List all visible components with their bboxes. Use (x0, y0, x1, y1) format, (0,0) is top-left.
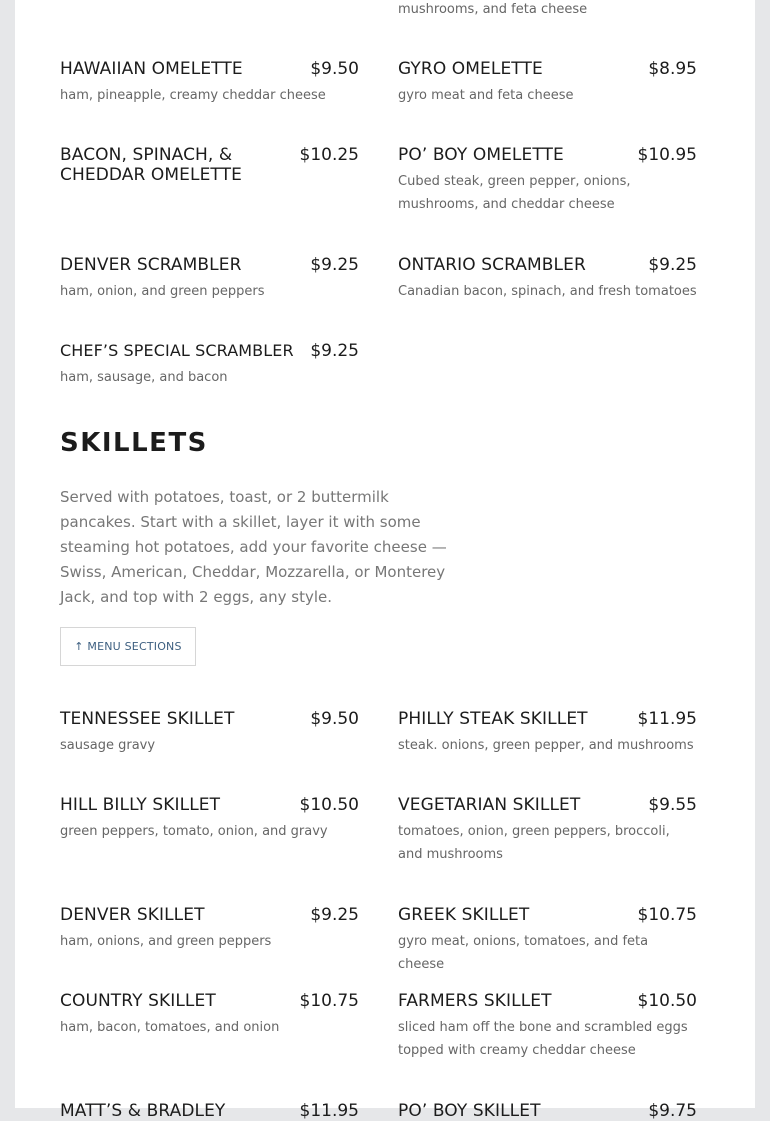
item-name: CHEF’S SPECIAL SCRAMBLER (60, 341, 294, 360)
item-price: $10.75 (637, 905, 697, 925)
item-price: $10.75 (299, 991, 359, 1011)
item-price: $10.50 (637, 991, 697, 1011)
menu-item-tennessee-skillet (60, 709, 359, 757)
item-name: PO’ BOY OMELETTE (398, 145, 564, 165)
item-price: $9.55 (648, 795, 697, 815)
menu-item-denver-skillet (60, 905, 359, 953)
item-description: ham, onions, and green peppers (60, 934, 272, 949)
item-price: $8.95 (648, 59, 697, 79)
item-name: ONTARIO SCRAMBLER (398, 255, 586, 275)
item-description: ham, sausage, and bacon (60, 370, 228, 385)
item-description: steak. onions, green pepper, and mushrooms (398, 738, 694, 753)
item-name: COUNTRY SKILLET (60, 991, 216, 1011)
item-name: DENVER SKILLET (60, 905, 205, 925)
item-description: ham, pineapple, creamy cheddar cheese (60, 88, 326, 103)
menu-item-country-skillet (60, 991, 359, 1039)
menu-item-ontario-scrambler (398, 255, 697, 303)
item-price: $9.25 (310, 255, 359, 275)
item-description: ham, bacon, tomatoes, and onion (60, 1020, 280, 1035)
item-name: VEGETARIAN SKILLET (398, 795, 581, 815)
menu-page (15, 0, 755, 1121)
menu-sections-button[interactable]: ↑ MENU SECTIONS (60, 627, 196, 666)
item-name: GYRO OMELETTE (398, 59, 543, 79)
item-price: $9.25 (310, 905, 359, 925)
item-name: HAWAIIAN OMELETTE (60, 59, 243, 79)
item-price: $10.50 (299, 795, 359, 815)
item-description: tomatoes, onion, green peppers, broccoli, and mushrooms (398, 824, 670, 862)
item-description: Canadian bacon, spinach, and fresh tomatoes (398, 284, 697, 299)
item-name: TENNESSEE SKILLET (60, 709, 235, 729)
section-title-skillets: SKILLETS (60, 428, 208, 458)
menu-item-hill-billy-skillet (60, 795, 359, 843)
item-price: $9.25 (648, 255, 697, 275)
menu-item-matts-bradley (60, 1101, 359, 1121)
item-price: $10.25 (299, 145, 359, 165)
menu-item-bacon-spinach-cheddar-omelette (60, 145, 359, 185)
section-intro: Served with potatoes, toast, or 2 buttermilk pancakes. Start with a skillet, layer it with some steaming hot potatoes, add your favorite cheese — Swiss, American, Cheddar, Mozzarella, or Monterey Jack, and top with 2 eggs, any style. (60, 488, 447, 606)
item-name: FARMERS SKILLET (398, 991, 552, 1011)
item-name: HILL BILLY SKILLET (60, 795, 221, 815)
menu-item-philly-steak-skillet (398, 709, 697, 757)
item-price: $11.95 (637, 709, 697, 729)
item-description: green peppers, tomato, onion, and gravy (60, 824, 328, 839)
item-description-fragment: mushrooms, and feta cheese (398, 2, 588, 17)
menu-item-po-boy-skillet (398, 1101, 697, 1121)
menu-item-farmers-skillet (398, 991, 697, 1062)
item-name: DENVER SCRAMBLER (60, 255, 242, 275)
item-name: PHILLY STEAK SKILLET (398, 709, 588, 729)
item-description: gyro meat and feta cheese (398, 88, 574, 103)
item-price: $9.75 (648, 1101, 697, 1121)
menu-item-hawaiian-omelette (60, 59, 359, 107)
menu-item-denver-scrambler (60, 255, 359, 303)
item-price: $9.25 (310, 341, 359, 361)
item-name: GREEK SKILLET (398, 905, 530, 925)
item-price: $9.50 (310, 59, 359, 79)
menu-item-po-boy-omelette (398, 145, 697, 216)
menu-item-gyro-omelette (398, 59, 697, 107)
item-description: sliced ham off the bone and scrambled eggs topped with creamy cheddar cheese (398, 1020, 688, 1058)
item-name: BACON, SPINACH, & CHEDDAR OMELETTE (60, 145, 242, 185)
item-name: PO’ BOY SKILLET (398, 1101, 541, 1121)
item-price: $11.95 (299, 1101, 359, 1121)
item-description: sausage gravy (60, 738, 156, 753)
item-description: Cubed steak, green pepper, onions, mushrooms, and cheddar cheese (398, 174, 631, 212)
menu-item-chefs-special-scrambler (60, 341, 359, 389)
item-price: $9.50 (310, 709, 359, 729)
item-price: $10.95 (637, 145, 697, 165)
item-description: ham, onion, and green peppers (60, 284, 265, 299)
menu-item-vegetarian-skillet (398, 795, 697, 866)
item-description: gyro meat, onions, tomatoes, and feta cheese (398, 934, 649, 972)
item-name: MATT’S & BRADLEY (60, 1101, 226, 1121)
menu-item-greek-skillet (398, 905, 697, 976)
